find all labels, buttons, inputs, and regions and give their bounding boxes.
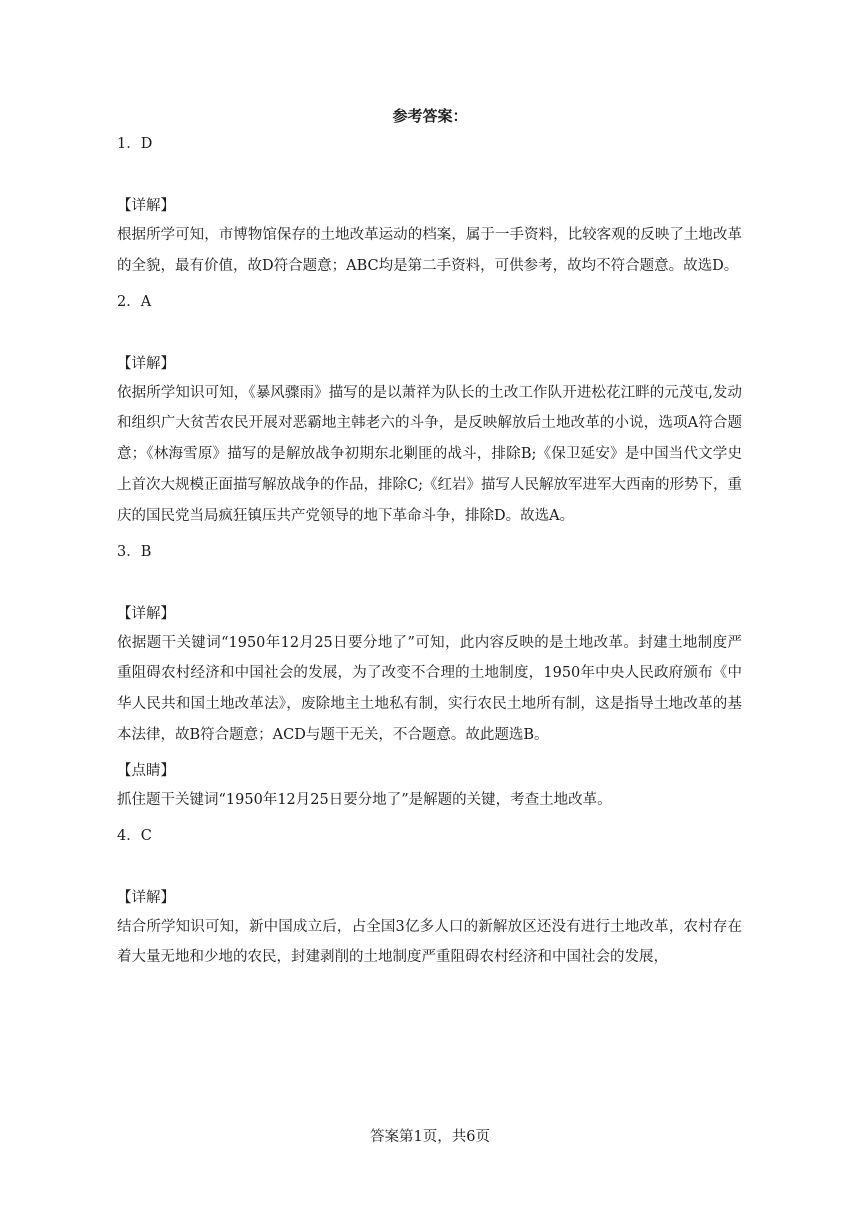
explanation-text: 依据所学知识可知，《暴风骤雨》描写的是以萧祥为队长的土改工作队开进松花江畔的元茂屯,发动和组织广大贫苦农民开展对恶霸地主韩老六的斗争，是反映解放后土地改革的小说，选项A符合题意；《林海雪原》描写的是解放战争初期东北剿匪的战斗，排除B;《保卫延安》是中国当代文学史上首次大规模正面描写解放战争的作品，排除C;《红岩》描写人民解放军进军大西南的形势下，重庆的国民党当局疯狂镇压共产党领导的地下革命斗争，排除D。故选A。 bbox=[117, 384, 742, 524]
section-heading: 【详解】 bbox=[117, 605, 175, 622]
explanation-text: 依据题干关键词“1950年12月25日要分地了”可知，此内容反映的是土地改革。封建土地制度严重阻碍农村经济和中国社会的发展，为了改变不合理的土地制度，1950年中央人民政府颁布《中华人民共和国土地改革法》，废除地主土地私有制，实行农民土地所有制，这是指导土地改革的基本法律，故B符合题意；ACD与题干无关，不合题意。故此题选B。 bbox=[117, 634, 742, 743]
answer-item-2 bbox=[117, 288, 742, 532]
answer-number: 4．C bbox=[117, 827, 152, 844]
answer-item-4 bbox=[117, 822, 742, 974]
answer-number: 2．A bbox=[117, 293, 152, 310]
answer-number: 3．B bbox=[117, 543, 152, 560]
answer-content bbox=[117, 130, 742, 979]
section-heading: 【详解】 bbox=[117, 355, 175, 372]
section-heading: 【详解】 bbox=[117, 198, 175, 214]
answer-item-3 bbox=[117, 538, 742, 816]
answer-item-1 bbox=[117, 130, 742, 282]
page-footer: 答案第1页，共6页 bbox=[370, 1129, 490, 1145]
explanation-text: 结合所学知识可知，新中国成立后，占全国3亿多人口的新解放区还没有进行土地改革，农村存在着大量无地和少地的农民，封建剥削的土地制度严重阻碍农村经济和中国社会的发展， bbox=[117, 918, 742, 966]
note-heading: 【点睛】 bbox=[117, 762, 175, 779]
note-text: 抓住题干关键词“1950年12月25日要分地了”是解题的关键，考查土地改革。 bbox=[117, 791, 612, 808]
page-title: 参考答案： bbox=[392, 107, 468, 125]
section-heading: 【详解】 bbox=[117, 889, 175, 906]
answer-number: 1．D bbox=[117, 136, 153, 152]
explanation-text: 根据所学可知，市博物馆保存的土地改革运动的档案，属于一手资料，比较客观的反映了土地改革的全貌，最有价值，故D符合题意；ABC均是第二手资料，可供参考，故均不符合题意。故选D。 bbox=[117, 227, 742, 274]
